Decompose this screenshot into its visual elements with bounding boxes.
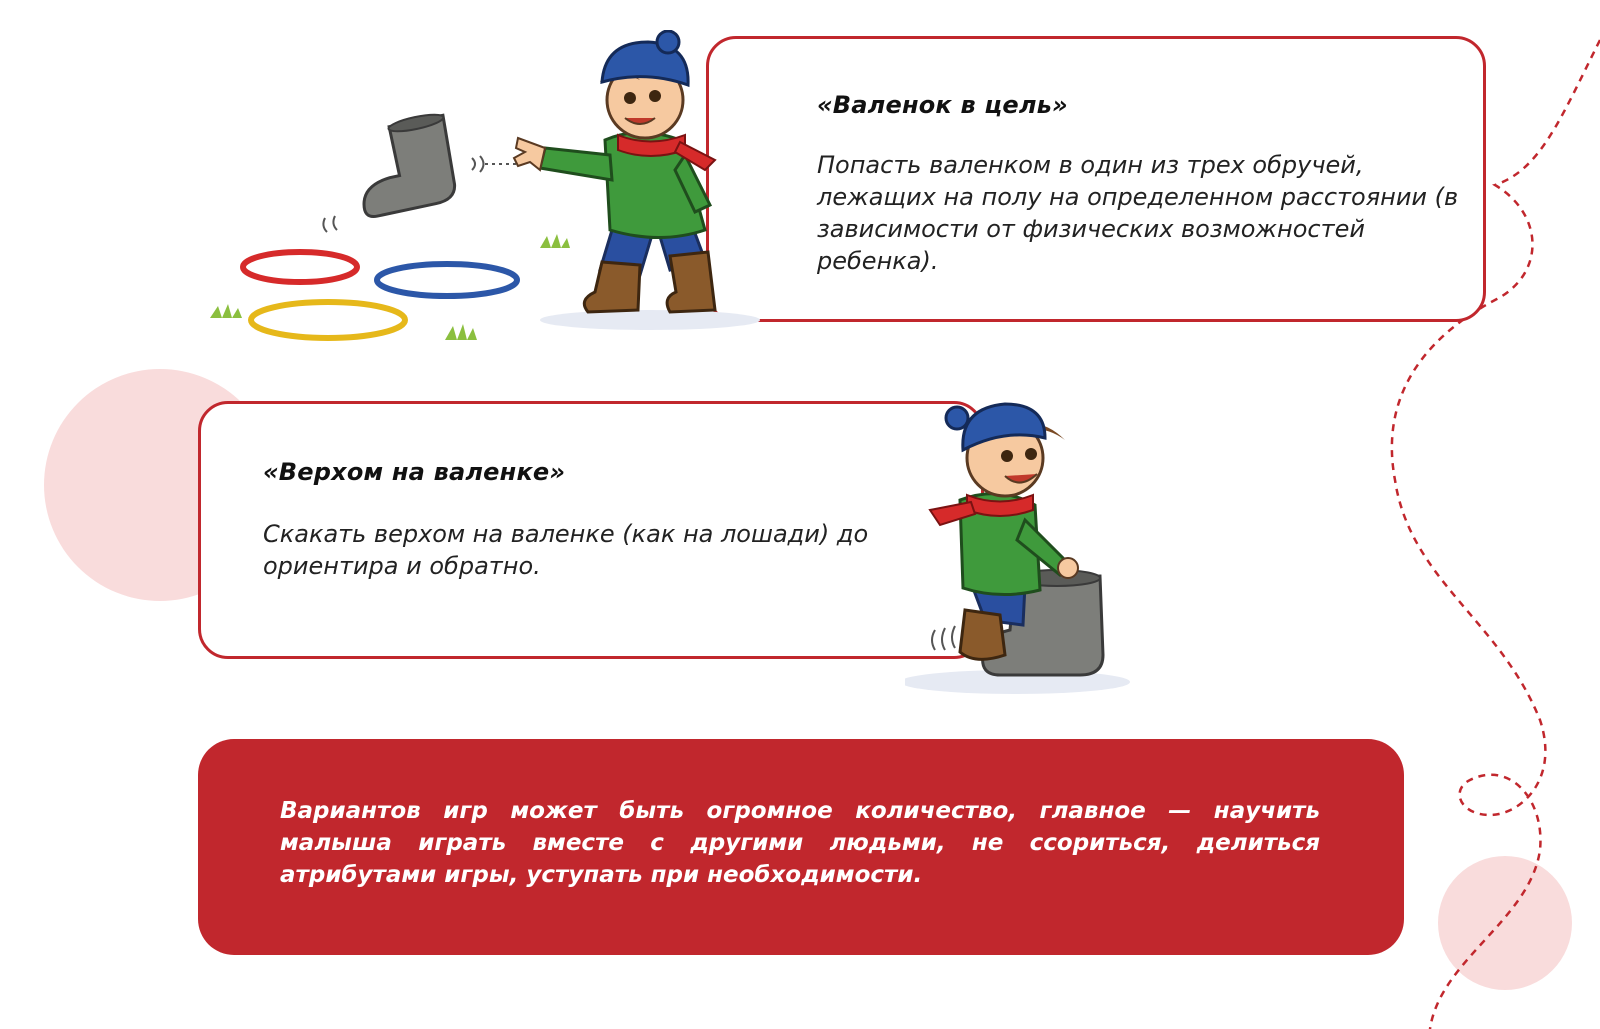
game-description: Скакать верхом на валенке (как на лошади) до ориентира и обратно. <box>263 520 869 580</box>
game-title: «Верхом на валенке» <box>263 458 566 486</box>
game-card-verhom-na-valenke <box>198 401 984 659</box>
boy-riding-boot-illustration <box>905 390 1145 710</box>
boy-throwing-boot-illustration <box>200 30 760 360</box>
game-description: Попасть валенком в один из трех обручей, лежащих на полу на определенном расстоянии (в зависимости от физических возможностей ребенка). <box>817 151 1459 275</box>
summary-text: Вариантов игр может быть огромное количество, главное — научить малыша играть вместе с другими людьми, не ссориться, делиться атрибутами игры, уступать при необходимости. <box>280 798 1320 888</box>
summary-box <box>198 739 1404 955</box>
game-title: «Валенок в цель» <box>817 91 1068 119</box>
game-card-valenok-v-cel <box>706 36 1486 322</box>
